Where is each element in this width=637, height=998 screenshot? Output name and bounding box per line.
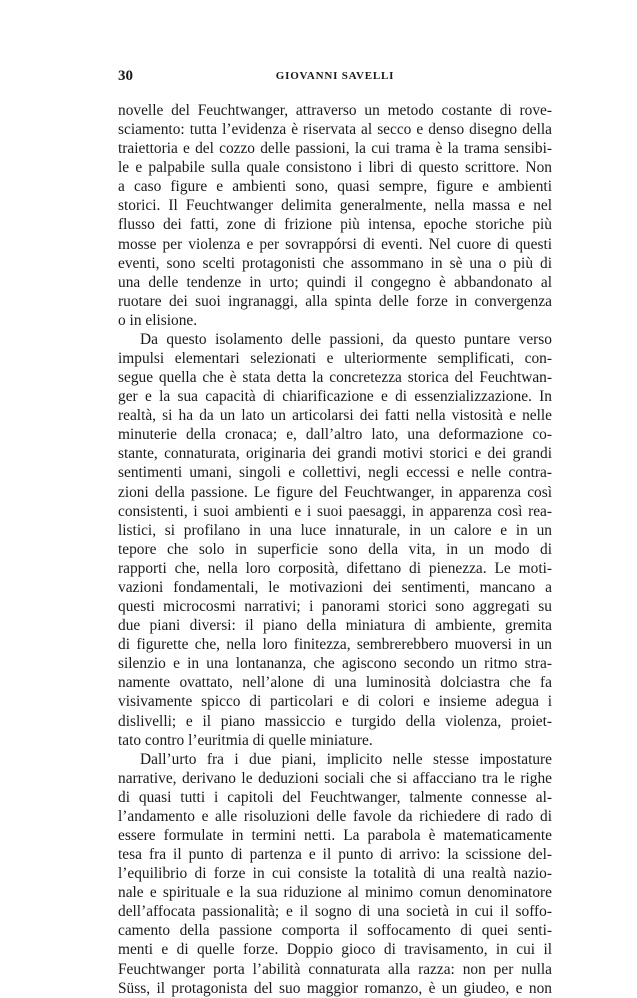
text-line: narrative, derivano le deduzioni sociali che si affacciano tra le righe (118, 769, 552, 787)
text-line: essere formulate in termini netti. La parabola è matematicamente (118, 826, 552, 844)
text-line: due piani diversi: il piano della miniatura di ambiente, gremita (118, 617, 552, 635)
page-number: 30 (118, 68, 133, 84)
text-line: dell’affocata passionalità; e il sogno di una società in cui il soffo- (118, 903, 552, 921)
paragraph (118, 750, 552, 998)
text-line: di figurette che, nella loro finitezza, sembrerebbero muoversi in un (118, 636, 552, 654)
text-line: zioni della passione. Le figure del Feuchtwanger, in apparenza così (118, 483, 552, 501)
text-line: a caso figure e ambienti sono, quasi sempre, figure e ambienti (118, 178, 552, 196)
text-line: consistenti, i suoi ambienti e i suoi paesaggi, in apparenza così rea- (118, 502, 552, 520)
text-line: tesa fra il punto di partenza e il punto di arrivo: la scissione del- (118, 846, 552, 864)
text-line: tepore che solo in superficie sono della vita, in un modo di (118, 540, 552, 558)
text-line: listici, si profilano in una luce innaturale, in un calore e in un (118, 521, 552, 539)
text-line: ruotare dei suoi ingranaggi, alla spinta delle forze in convergenza (118, 292, 552, 310)
text-line: camento della passione comporta il soffocamento di quei senti- (118, 922, 552, 940)
text-line: impulsi elementari selezionati e ulteriormente semplificati, con- (118, 350, 552, 368)
text-line: eventi, sono scelti protagonisti che assommano in sè una o più di (118, 254, 552, 272)
text-line: dislivelli; e il piano massiccio e turgido della violenza, proiet- (118, 712, 552, 730)
text-line: visivamente spicco di particolari e di colori e insieme adegua i (118, 693, 552, 711)
text-line: Süss, il protagonista del suo maggior romanzo, è un giudeo, e non (118, 979, 552, 997)
text-line: sciamento: tutta l’evidenza è riservata al secco e denso disegno della (118, 121, 552, 139)
paragraph (118, 330, 552, 750)
text-line: minuterie della cronaca; e, dall’altro lato, una deformazione co- (118, 426, 552, 444)
text-line: novelle del Feuchtwanger, attraverso un metodo costante di rove- (118, 102, 552, 119)
text-line: rapporti che, nella loro corposità, difettano di pienezza. Le moti- (118, 559, 552, 577)
body-text (118, 101, 552, 998)
text-line: traiettoria e del cozzo delle passioni, la cui trama è la trama sensibi- (118, 140, 552, 158)
text-line: namente ovattato, nell’alone di una luminosità dolciastra che fa (118, 674, 552, 692)
text-line: vazioni fondamentali, le motivazioni dei sentimenti, mancano a (118, 578, 552, 596)
text-line: nale e spirituale e la sua riduzione al minimo comun denominatore (118, 884, 552, 902)
text-line: stante, connaturata, originaria dei grandi motivi storici e dei grandi (118, 445, 552, 463)
text-line: le e palpabile sulla quale consistono i libri di questo scrittore. Non (118, 159, 552, 177)
text-line: mosse per violenza e per sovrappórsi di eventi. Nel cuore di questi (118, 235, 552, 253)
text-line: Feuchtwanger porta l’abilità connaturata alla razza: non per nulla (118, 960, 552, 978)
text-line: o in elisione. (118, 311, 198, 329)
text-line: ger e la sua capacità di chiarificazione e di essenzializzazione. In (118, 388, 552, 406)
text-line: menti e di quelle forze. Doppio gioco di travisamento, in cui il (118, 941, 552, 959)
page-header (118, 68, 552, 88)
text-line: l’andamento e alle risoluzioni delle favole da richiedere di rado di (118, 807, 552, 825)
text-line: sentimenti umani, singoli e collettivi, negli eccessi e nelle contra- (118, 464, 552, 482)
text-line: realtà, si ha da un lato un articolarsi dei fatti nella vistosità e nelle (118, 407, 552, 425)
text-line: tato contro l’euritmia di quelle miniature. (118, 731, 373, 749)
text-line: l’equilibrio di forze in cui consiste la totalità di una realtà nazio- (118, 865, 552, 883)
text-line: Da questo isolamento delle passioni, da questo puntare verso (140, 330, 552, 348)
text-line: questi microcosmi narrativi; i panorami storici sono aggregati su (118, 598, 552, 616)
paragraph (118, 101, 552, 330)
text-line: flusso dei fatti, zone di frizione più intensa, epoche storiche più (118, 216, 552, 234)
running-head: GIOVANNI SAVELLI (275, 70, 395, 82)
text-line: silenzio e in una lontananza, che agiscono secondo un ritmo stra- (118, 655, 552, 673)
text-line: segue quella che è stata detta la concretezza storica del Feuchtwan- (118, 369, 552, 387)
text-line: di quasi tutti i capitoli del Feuchtwanger, talmente connesse al- (118, 788, 552, 806)
text-line: Dall’urto fra i due piani, implicito nelle stesse impostature (140, 750, 552, 768)
text-line: una delle tendenze in urto; quindi il congegno è abbandonato al (118, 273, 552, 291)
text-line: storici. Il Feuchtwanger delimita generalmente, nella massa e nel (118, 197, 552, 215)
